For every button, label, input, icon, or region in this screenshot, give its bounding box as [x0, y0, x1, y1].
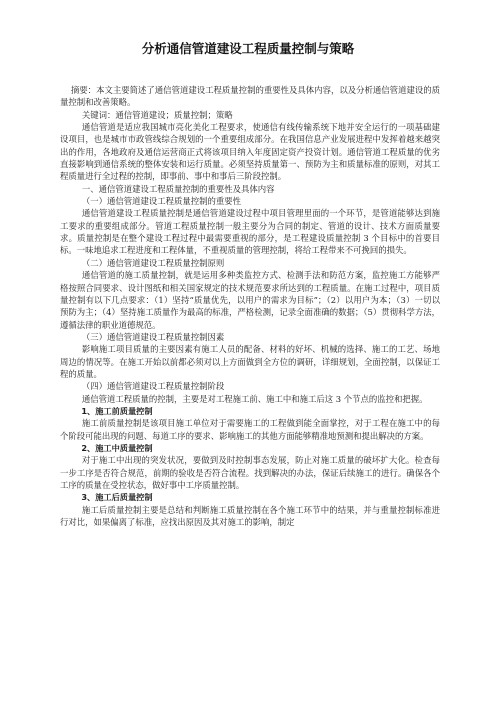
body-paragraph: 关键词：通信管道建设；质量控制；策略: [81, 109, 233, 120]
section-heading: 3、施工后质量控制: [81, 492, 153, 503]
body-paragraph: 通信管道是适应我国城市亮化美化工程要求，使通信有线传输系统下地并安全运行的一项基础建设项目，也是城市市政管线综合规划的一个重要组成部分。在我国信息产业发展进程中发挥着越来越突出的作用，各地政府及通信运营商正式将该项目纳入年度固定资产投资计划。通信管道工程质量的优劣直接影响到通信系统的整体安装和运行质量。必须坚持质量第一、预防为主和质量标准的原则，对其工程质量进行全过程的控制，即事前、事中和事后三阶段控制。: [60, 122, 440, 182]
section-heading: 1、施工前质量控制: [81, 405, 153, 416]
body-paragraph: （一）通信管道建设工程质量控制的重要性: [81, 196, 241, 207]
body-paragraph: 通信管道工程质量的控制，主要是对工程施工前、施工中和施工后这 3 个节点的监控和把握。: [81, 393, 428, 404]
section-heading: 2、施工中质量控制: [81, 442, 153, 453]
body-paragraph: 摘要：本文主要简述了通信管道建设工程质量控制的重要性及具体内容，以及分析通信管道建设的质量控制和改善策略。: [60, 85, 440, 108]
body-paragraph: （三）通信管道建设工程质量控制因素: [81, 331, 225, 342]
document-title: 分析通信管道建设工程质量控制与策略: [141, 41, 355, 56]
body-paragraph: 通信管道建设工程质量控制是通信管道建设过程中项目管理里面的一个环节，是管道能够达到施工要求的重要组成部分。管道工程质量控制一般主要分为合同的制定、管道的设计、技术方面质量要求。质量控制是在整个建设工程过程中最需要重视的部分，是工程建设质量控制 3 个目标中的首要目标。一味地追求工程进度和工程体量，不重视质量的管理控制，将给工程带来不可挽回的损失。: [60, 208, 440, 256]
body-paragraph: 一、通信管道建设工程质量控制的重要性及具体内容: [81, 183, 275, 194]
body-paragraph: 施工后质量控制主要是总结和判断施工质量控制在各个施工环节中的结果，并与重量控制标准进行对比，如果偏离了标准，应找出原因及其对施工的影响，制定: [60, 504, 440, 528]
body-paragraph: 施工前质量控制是该项目施工单位对于需要施工的工程做到能全面掌控，对于工程在施工中的每个阶段可能出现的问题、每道工序的要求、影响施工的其他方面能够精准地预测和提出解决的方案。: [60, 418, 440, 441]
body-paragraph: 对于施工中出现的突发状况，要做到及时控制事态发展，防止对施工质量的破坏扩大化。检查每一步工序是否符合规范，前期的验收是否符合流程。找到解决的办法，保证后续施工的进行。确保各个工序的质量在受控状态，做好事中工序质量控制。: [60, 455, 440, 490]
body-paragraph: （二）通信管道建设工程质量控制原则: [81, 257, 225, 268]
body-paragraph: （四）通信管道建设工程质量控制阶段: [81, 381, 225, 392]
body-paragraph: 通信管道的施工质量控制，就是运用多种类监控方式、检测手法和防范方案，监控施工方能够严格按照合同要求、设计图纸和相关国家规定的技术规范要求所达到的工程质量。在施工过程中，项目质量控制有以下几点要求：（1）坚持“质量优先，以用户的需求为目标”；（2）以用户为本；（3）一切以预防为主；（4）坚持施工质量作为最高的标准，严格检测，记录全面准确的数据；（5）贯彻科学方法，遵循法律的职业道德规范。: [60, 270, 440, 330]
body-paragraph: 影响施工项目质量的主要因素有施工人员的配备、材料的好坏、机械的选择、施工的工艺、场地周边的情况等。在施工开始以前都必须对以上方面做到全方位的调研，详细规划，全面控制，以保证工程的质量。: [60, 344, 440, 379]
document-body: [60, 84, 440, 528]
